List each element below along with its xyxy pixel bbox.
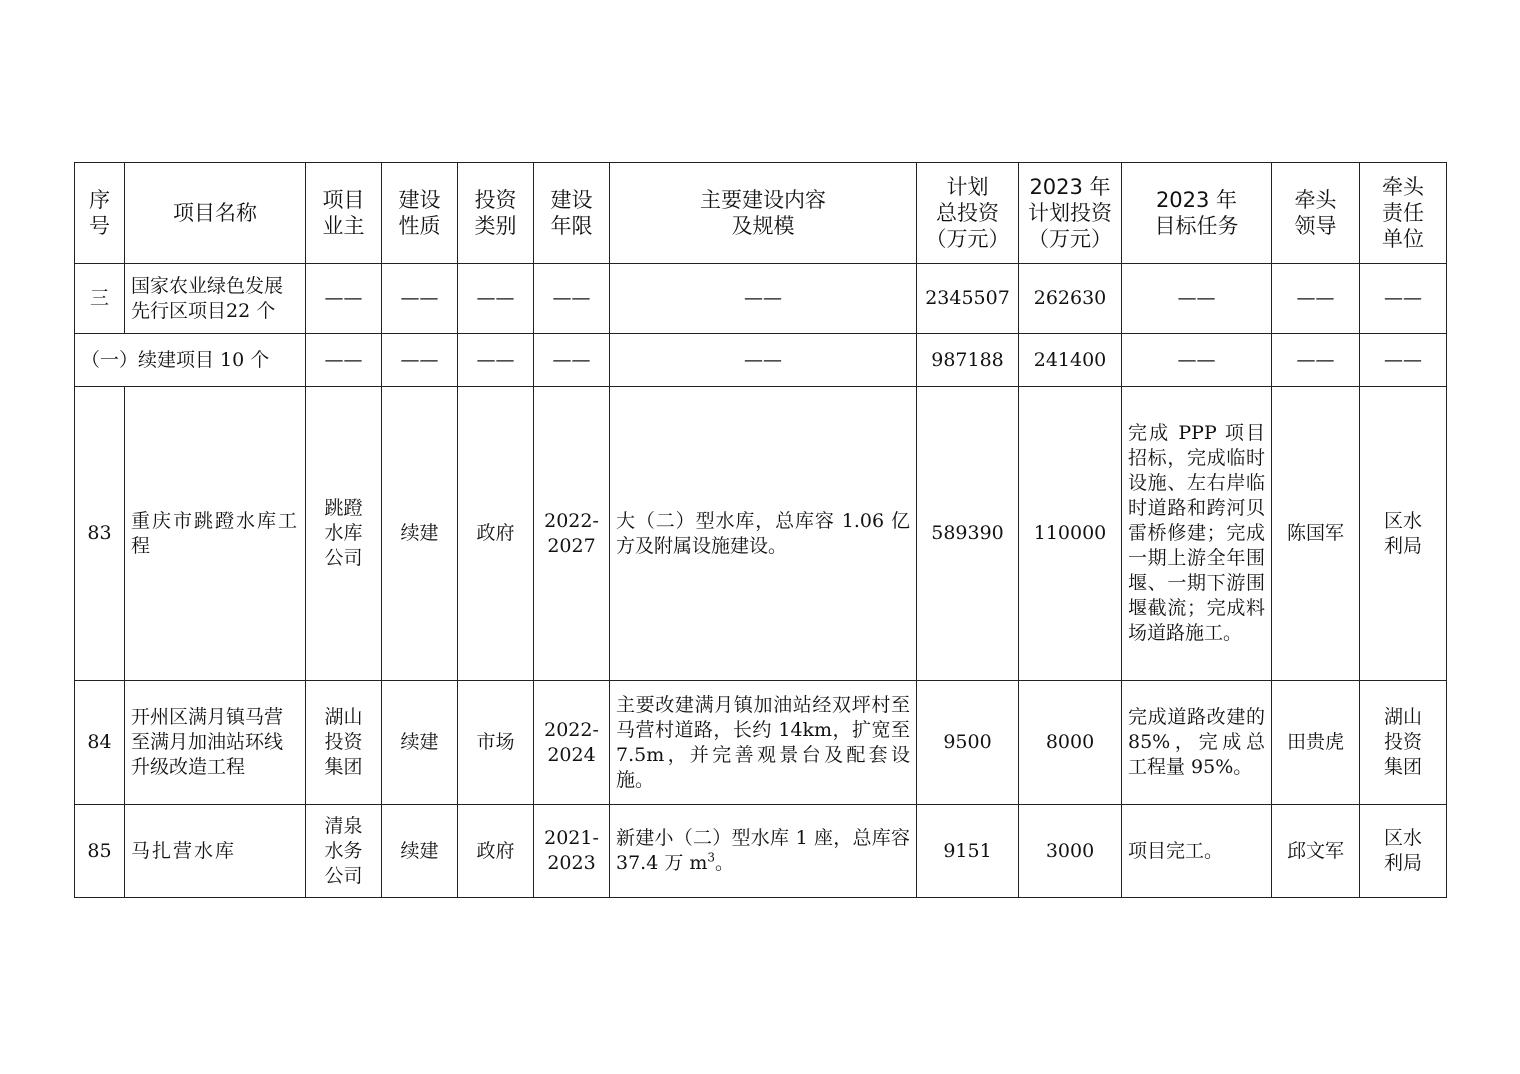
cell-content: —— bbox=[610, 334, 917, 387]
header-owner: 项目 业主 bbox=[306, 163, 382, 264]
header-target: 2023 年 目标任务 bbox=[1122, 163, 1272, 264]
cell-owner: 湖山 投资 集团 bbox=[306, 681, 382, 805]
cell-period: —— bbox=[534, 264, 610, 334]
cell-total: 9151 bbox=[917, 805, 1019, 898]
cell-category: —— bbox=[458, 264, 534, 334]
cell-plan2023: 241400 bbox=[1019, 334, 1122, 387]
cell-target: —— bbox=[1122, 264, 1272, 334]
cell-leader: —— bbox=[1272, 264, 1360, 334]
header-name: 项目名称 bbox=[125, 163, 306, 264]
cell-content: 大（二）型水库，总库容 1.06 亿方及附属设施建设。 bbox=[610, 387, 917, 681]
superscript-3: 3 bbox=[707, 850, 716, 865]
cell-plan2023: 8000 bbox=[1019, 681, 1122, 805]
summary-row bbox=[75, 264, 1447, 334]
cell-nature: 续建 bbox=[382, 681, 458, 805]
header-plan2023: 2023 年 计划投资 （万元） bbox=[1019, 163, 1122, 264]
cell-plan2023: 110000 bbox=[1019, 387, 1122, 681]
cell-unit: 区水 利局 bbox=[1360, 805, 1447, 898]
cell-target: 项目完工。 bbox=[1122, 805, 1272, 898]
cell-no: 85 bbox=[75, 805, 125, 898]
cell-name: 国家农业绿色发展先行区项目22 个 bbox=[125, 264, 306, 334]
cell-target: 完成 PPP 项目招标，完成临时设施、左右岸临时道路和跨河贝雷桥修建；完成一期上游全年围堰、一期下游围堰截流；完成料场道路施工。 bbox=[1122, 387, 1272, 681]
cell-owner: 清泉 水务 公司 bbox=[306, 805, 382, 898]
cell-target: 完成道路改建的 85%，完成总工程量 95%。 bbox=[1122, 681, 1272, 805]
cell-nature: 续建 bbox=[382, 805, 458, 898]
cell-name: 重庆市跳蹬水库工程 bbox=[125, 387, 306, 681]
cell-content bbox=[610, 805, 917, 898]
cell-unit: 湖山 投资 集团 bbox=[1360, 681, 1447, 805]
cell-plan2023: 3000 bbox=[1019, 805, 1122, 898]
cell-period: 2022- 2024 bbox=[534, 681, 610, 805]
cell-total: 987188 bbox=[917, 334, 1019, 387]
cell-no: 三 bbox=[75, 264, 125, 334]
cell-period: 2022- 2027 bbox=[534, 387, 610, 681]
content-text: 新建小（二）型水库 1 座，总库容 37.4 万 m bbox=[616, 827, 910, 874]
cell-period: 2021- 2023 bbox=[534, 805, 610, 898]
subsection-row bbox=[75, 334, 1447, 387]
cell-owner: 跳蹬 水库 公司 bbox=[306, 387, 382, 681]
header-content: 主要建设内容 及规模 bbox=[610, 163, 917, 264]
header-unit: 牵头 责任 单位 bbox=[1360, 163, 1447, 264]
cell-no: 83 bbox=[75, 387, 125, 681]
cell-name: 开州区满月镇马营至满月加油站环线升级改造工程 bbox=[125, 681, 306, 805]
cell-owner: —— bbox=[306, 264, 382, 334]
header-category: 投资 类别 bbox=[458, 163, 534, 264]
cell-name: 马扎营水库 bbox=[125, 805, 306, 898]
cell-unit: —— bbox=[1360, 264, 1447, 334]
cell-nature: —— bbox=[382, 334, 458, 387]
cell-unit: 区水 利局 bbox=[1360, 387, 1447, 681]
cell-category: 政府 bbox=[458, 387, 534, 681]
cell-content: —— bbox=[610, 264, 917, 334]
content-end: 。 bbox=[715, 852, 735, 874]
cell-category: —— bbox=[458, 334, 534, 387]
cell-category: 政府 bbox=[458, 805, 534, 898]
header-nature: 建设 性质 bbox=[382, 163, 458, 264]
cell-total: 9500 bbox=[917, 681, 1019, 805]
cell-nature: 续建 bbox=[382, 387, 458, 681]
table-row bbox=[75, 681, 1447, 805]
cell-plan2023: 262630 bbox=[1019, 264, 1122, 334]
cell-target: —— bbox=[1122, 334, 1272, 387]
cell-unit: —— bbox=[1360, 334, 1447, 387]
cell-category: 市场 bbox=[458, 681, 534, 805]
cell-nature: —— bbox=[382, 264, 458, 334]
header-leader: 牵头 领导 bbox=[1272, 163, 1360, 264]
header-row bbox=[75, 163, 1447, 264]
header-period: 建设 年限 bbox=[534, 163, 610, 264]
cell-leader: —— bbox=[1272, 334, 1360, 387]
cell-leader: 邱文军 bbox=[1272, 805, 1360, 898]
cell-total: 2345507 bbox=[917, 264, 1019, 334]
cell-owner: —— bbox=[306, 334, 382, 387]
cell-total: 589390 bbox=[917, 387, 1019, 681]
header-no: 序 号 bbox=[75, 163, 125, 264]
cell-leader: 陈国军 bbox=[1272, 387, 1360, 681]
header-total: 计划 总投资 （万元） bbox=[917, 163, 1019, 264]
cell-content: 主要改建满月镇加油站经双坪村至马营村道路，长约 14km，扩宽至 7.5m，并完善观景台及配套设施。 bbox=[610, 681, 917, 805]
cell-leader: 田贵虎 bbox=[1272, 681, 1360, 805]
table-row bbox=[75, 805, 1447, 898]
cell-subsection-label: （一）续建项目 10 个 bbox=[75, 334, 306, 387]
cell-period: —— bbox=[534, 334, 610, 387]
cell-no: 84 bbox=[75, 681, 125, 805]
project-table bbox=[74, 162, 1447, 898]
table-row bbox=[75, 387, 1447, 681]
